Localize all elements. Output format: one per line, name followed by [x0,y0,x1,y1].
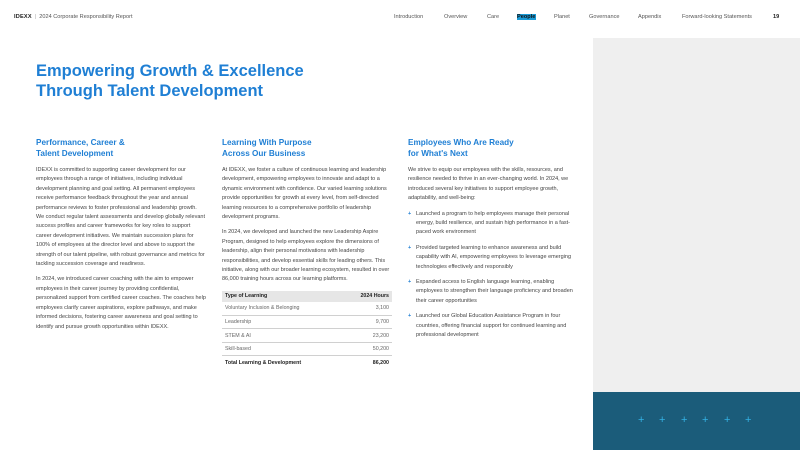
table-total-row [222,356,392,370]
list-item-text: Launched a program to help employees manage their personal energy, build resilience, and sustain high performance in a fast-paced work environment [416,210,570,236]
paragraph: We strive to equip our employees with the skills, resources, and resilience needed to thrive in an ever-changing world. In 2024, we introduced several key initiatives to support employee growth, adaptability, and well-being: [408,167,569,202]
column-title [36,138,206,159]
list-item [408,244,578,272]
table-cell-type: Leadership [222,315,342,329]
main-nav [0,14,800,24]
plus-bullet-icon: + [408,313,412,320]
column-title [408,138,578,159]
list-item [408,312,578,340]
nav-item-governance[interactable]: Governance [589,14,620,20]
column-title-line-2: Across Our Business [222,148,306,158]
headline-line-2: Through Talent Development [36,81,264,100]
paragraph: At IDEXX, we foster a culture of continuous learning and leadership development, empowering employees to innovate and adapt to a dynamic environment with confidence. Our varied learning solutions provide opportunities for growth at every level, from self-directed learning resources to a comprehensive portfolio of leadership development programs. [222,167,387,221]
nav-item-planet[interactable]: Planet [554,14,570,20]
column-learning-with-purpose [222,138,392,369]
plus-icon: + [681,414,688,426]
list-item-text: Provided targeted learning to enhance awareness and build capability with AI, empowering employees to leverage emerging technologies effectively and responsibly [416,244,571,270]
column-title [222,138,392,159]
page-headline [36,62,556,101]
nav-item-introduction[interactable]: Introduction [394,14,424,20]
paragraph: In 2024, we introduced career coaching with the aim to empower employees in their career journey by providing confidential, personalized support from certified career coaches. The coaches help employees clarify career aspirations, explore pathways, and make informed decisions, fostering career awareness and goal setting to identify and pursue growth opportunities within IDEXX. [36,276,206,330]
brand-separator: | [34,14,37,20]
column-title-line-1: Learning With Purpose [222,138,312,147]
plus-bullet-icon: + [408,210,412,217]
idexx-logo[interactable]: IDEXX [14,14,32,20]
table-cell-type: Skill-based [222,342,342,356]
column-title-line-2: Talent Development [36,148,114,158]
plus-bullet-icon: + [408,244,412,251]
table-header-type: Type of Learning [222,291,342,302]
paragraph: In 2024, we developed and launched the new Leadership Aspire Program, designed to help employees explore the dimensions of leadership, align their personal motivations with leadership responsibilities, and develop essential skills for leading others. This initiative, along with our broader learning ecosystem, resulted in over 86,000 training hours across our learning platforms. [222,229,390,283]
column-title-line-2: for What's Next [408,148,468,158]
table-total-label: Total Learning & Development [225,359,302,366]
nav-item-appendix[interactable]: Appendix [638,14,662,20]
paragraph: IDEXX is committed to supporting career development for our employees through a range of initiatives, including individual development planning and goal setting. All permanent employees receive performance feedback throughout the year and annual performance reviews to foster professional and leadership growth. We conduct regular talent assessments and develop globally relevant success profiles and career frameworks for key roles to support career development initiatives. We maintain succession plans for 100% of employees at the director level and above to support the strength of our talent pipeline, with robust governance and metrics for tackling succession coverage and readiness. [36,167,205,268]
page-number: 19 [773,14,780,20]
nav-item-care[interactable]: Care [487,14,500,20]
table-total-hours: 86,200 [372,359,389,366]
table-cell-hours: 3,100 [342,302,392,316]
table-row [222,315,392,329]
plus-pattern [593,413,800,427]
nav-item-overview[interactable]: Overview [444,14,468,20]
column-title-line-1: Performance, Career & [36,138,125,147]
report-title: 2024 Corporate Responsibility Report [39,14,133,20]
table-cell-type: Voluntary Inclusion & Belonging [222,302,342,316]
table-header-hours: 2024 Hours [342,291,392,302]
list-item [408,210,578,238]
column-title-line-1: Employees Who Are Ready [408,138,514,147]
column-employees-ready [408,138,578,347]
table-row [222,302,392,316]
side-panel [593,38,800,392]
list-item-text: Launched our Global Education Assistance Program in four countries, offering financial support for continued learning and professional development [416,313,567,339]
list-item [408,278,578,306]
table-row [222,342,392,356]
plus-icon: + [659,414,666,426]
initiatives-list [408,210,578,341]
plus-icon: + [702,414,709,426]
nav-item-people[interactable]: People [517,14,536,20]
list-item-text: Expanded access to English language learning, enabling employees to strengthen their language proficiency and broaden their career opportunities [416,279,573,304]
table-cell-hours: 23,200 [342,329,392,343]
top-bar [0,0,800,38]
table-header-row [222,291,392,302]
plus-icon: + [724,414,731,426]
column-performance-career [36,138,206,338]
nav-item-forward-looking-statements[interactable]: Forward-looking Statements [682,14,752,20]
learning-hours-table [222,291,392,370]
table-cell-hours: 50,200 [342,342,392,356]
table-row [222,329,392,343]
table-cell-type: STEM & AI [222,329,342,343]
plus-icon: + [638,414,645,426]
table-cell-hours: 9,700 [342,315,392,329]
plus-icon: + [745,414,752,426]
plus-bullet-icon: + [408,279,412,286]
headline-line-1: Empowering Growth & Excellence [36,62,304,80]
